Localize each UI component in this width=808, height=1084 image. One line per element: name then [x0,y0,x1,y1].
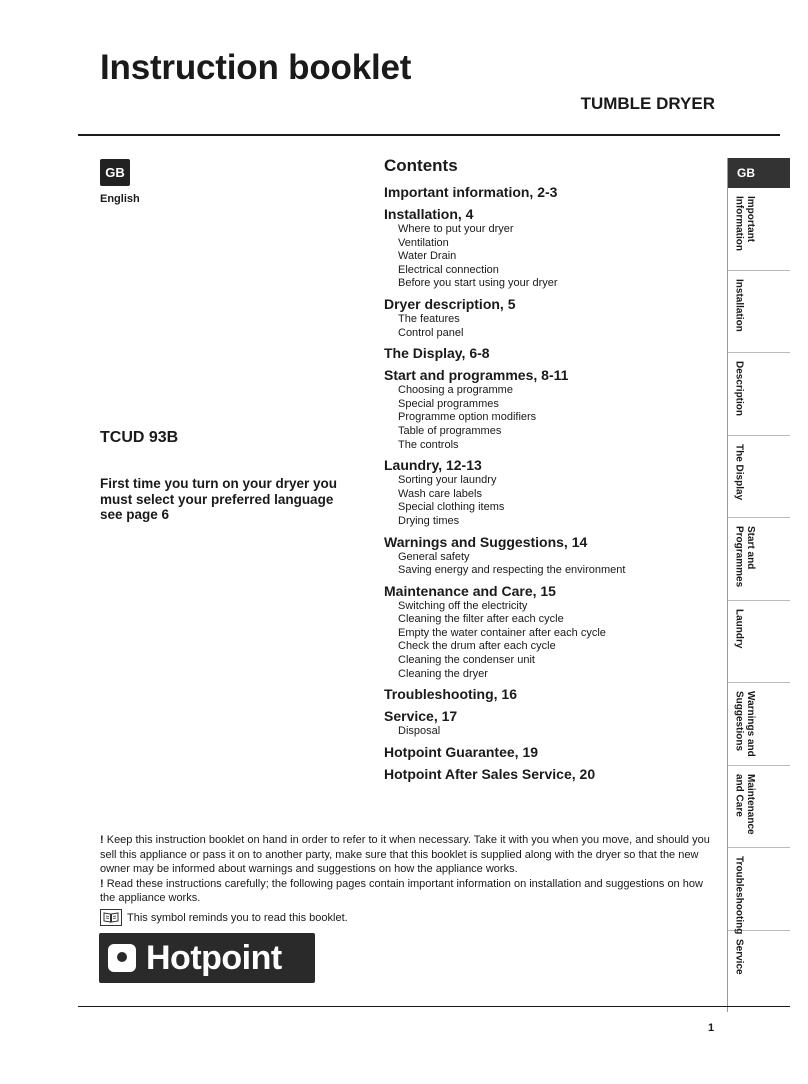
toc-sub-item: Choosing a programme [398,384,513,397]
symbol-text: This symbol reminds you to read this booklet. [127,911,348,924]
language-badge: GB [100,159,130,186]
side-tab-label: Laundry [733,608,745,648]
toc-sub-item: Special programmes [398,397,499,410]
toc-section-title: Dryer description, 5 [384,295,516,312]
toc-sub-item: Special clothing items [398,501,505,514]
toc-section [384,345,714,362]
toc-sub-item: General safety [398,550,470,563]
notes-block [100,833,718,906]
side-tab-label: Service [733,938,745,975]
toc-list [384,184,714,783]
side-tab[interactable] [728,188,790,271]
side-tab[interactable] [728,683,790,766]
toc-sub-item: Control panel [398,326,464,339]
toc-sub-item: Drying times [398,514,460,527]
toc-sub-item: Ventilation [398,236,449,249]
side-tab-label: Description [733,361,745,417]
top-rule [78,134,780,136]
toc-section-title: Service, 17 [384,708,458,725]
side-tab[interactable] [728,601,790,684]
side-tab[interactable] [728,271,790,354]
toc-sub-item: Electrical connection [398,263,499,276]
toc-section-title: Maintenance and Care, 15 [384,582,556,599]
warning-mark: ! [100,877,104,890]
side-tab[interactable] [728,518,790,601]
warning-mark: ! [100,834,104,846]
toc-section-title: Installation, 4 [384,206,474,222]
symbol-note [100,909,348,926]
side-tab-label: The Display [733,443,745,500]
toc-section [384,708,714,739]
first-time-note: First time you turn on your dryer you must select your preferred language see page 6 [100,476,338,522]
toc-sub-list [384,551,714,578]
side-tab[interactable] [728,931,790,1013]
toc-sub-list [384,223,714,291]
toc-section [384,206,714,291]
side-tab-gb[interactable]: GB [728,158,790,188]
side-tab-label: Maintenance and Care [733,773,756,835]
note-read-instructions [100,877,718,906]
toc-sub-item: Cleaning the filter after each cycle [398,613,564,626]
model-number: TCUD 93B [100,429,179,446]
side-tab[interactable] [728,848,790,935]
page-number: 1 [708,1022,715,1034]
bottom-rule [78,1006,790,1007]
note-keep-text: Keep this instruction booklet on hand in order to refer to it when necessary. Take it with you when you move, and should you sell this appliance or pass it on to another party, make sure that this booklet is supplied along with the dryer so that the new owner may be informed about warnings and suggestions on how the appliance works. [100,834,710,875]
toc-sub-list [384,725,714,739]
note-read-text: Read these instructions carefully; the following pages contain important information on installation and suggestions on how the appliance works. [100,877,703,904]
toc-sub-item: Where to put your dryer [398,223,514,235]
toc-section-title: Important information, 2-3 [384,184,558,200]
toc-section [384,744,714,761]
side-tab-label: Important Information [733,196,756,251]
toc-sub-item: Cleaning the dryer [398,667,488,680]
side-tab[interactable] [728,353,790,436]
toc-sub-item: The controls [398,438,459,451]
toc-sub-list [384,384,714,452]
toc-section-title: Hotpoint After Sales Service, 20 [384,765,596,782]
contents-heading: Contents [384,156,458,175]
toc-sub-item: Empty the water container after each cycle [398,626,606,639]
toc-sub-item: Disposal [398,725,441,738]
toc-sub-item: Switching off the electricity [398,599,528,612]
toc-section-title: Start and programmes, 8-11 [384,367,569,384]
toc-sub-item: Wash care labels [398,487,482,500]
side-tab[interactable] [728,766,790,849]
hotpoint-logo-text: Hotpoint [146,938,282,977]
side-tab-label: Start and Programmes [733,526,756,588]
product-type: TUMBLE DRYER [580,94,715,113]
toc-sub-item: Programme option modifiers [398,411,537,424]
toc-sub-item: Water Drain [398,250,457,263]
toc-section [384,534,714,578]
toc-section [384,296,714,340]
toc-section-title: Troubleshooting, 16 [384,686,518,703]
toc-section-title: Hotpoint Guarantee, 19 [384,743,539,760]
side-tab-label: Warnings and Suggestions [733,691,756,757]
table-of-contents [384,156,714,788]
side-tab-label: Troubleshooting [733,856,745,935]
toc-sub-list [384,474,714,528]
toc-sub-item: Sorting your laundry [398,474,497,487]
toc-section [384,457,714,528]
book-icon [100,909,122,926]
side-tab-list [728,188,790,1012]
side-tab[interactable] [728,436,790,519]
toc-sub-item: Cleaning the condenser unit [398,654,535,667]
toc-section [384,184,714,201]
booklet-title: Instruction booklet [100,48,412,87]
toc-sub-list [384,600,714,682]
hotpoint-logo [99,933,315,983]
toc-sub-item: Check the drum after each cycle [398,640,556,653]
side-tab-label: Installation [733,278,745,332]
toc-section-title: The Display, 6-8 [384,345,490,362]
toc-sub-item: Table of programmes [398,424,502,437]
toc-sub-item: The features [398,312,460,325]
toc-section [384,367,714,452]
side-tabs [727,158,790,1012]
toc-sub-item: Before you start using your dryer [398,277,558,290]
language-name: English [100,193,140,205]
note-keep-booklet [100,833,718,877]
hotpoint-logo-mark-icon [108,944,136,972]
toc-section-title: Laundry, 12-13 [384,457,482,474]
toc-section-title: Warnings and Suggestions, 14 [384,533,588,550]
toc-section [384,686,714,703]
toc-sub-item: Saving energy and respecting the environment [398,564,626,577]
toc-sub-list [384,313,714,340]
toc-section [384,583,714,682]
toc-section [384,766,714,783]
